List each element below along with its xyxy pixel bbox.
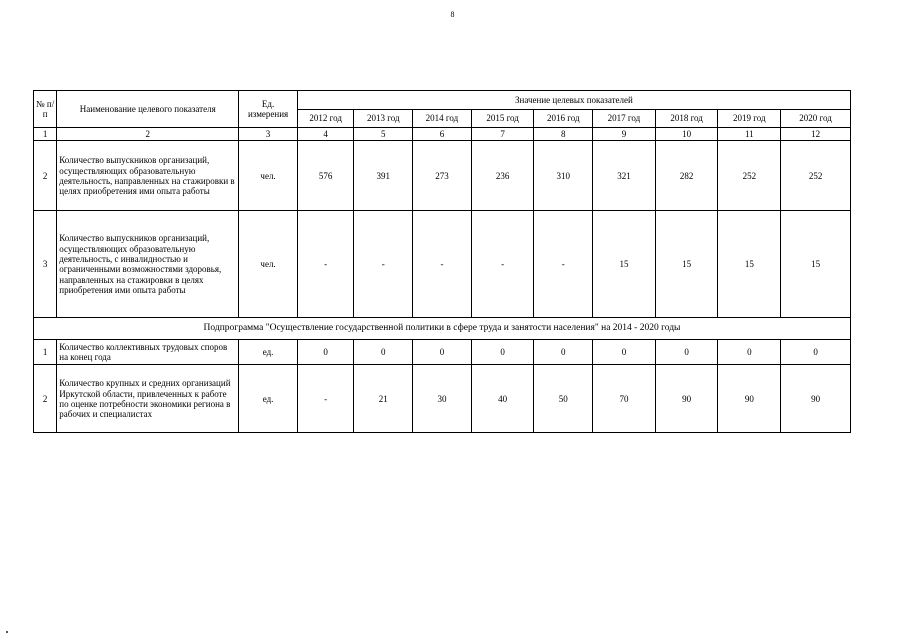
index-cell: 2 [57,128,239,141]
value-cell: - [297,365,354,433]
year-header: 2020 год [781,110,851,128]
value-cell: 0 [593,340,656,365]
value-cell: - [471,211,534,318]
indicators-table [33,90,851,433]
index-cell: 3 [239,128,298,141]
year-header: 2015 год [471,110,534,128]
index-cell: 5 [354,128,413,141]
value-cell: 0 [781,340,851,365]
unit-cell: чел. [239,211,298,318]
index-cell: 12 [781,128,851,141]
value-cell: 0 [718,340,781,365]
value-cell: 0 [297,340,354,365]
value-cell: 0 [471,340,534,365]
value-cell: 252 [718,141,781,211]
year-header: 2019 год [718,110,781,128]
indicator-name: Количество крупных и средних организаций Иркутской области, привлеченных к работе по оценке потребности экономики региона в рабочих и специалистах [57,365,239,433]
value-cell: 576 [297,141,354,211]
value-cell: 321 [593,141,656,211]
unit-cell: ед. [239,365,298,433]
year-header: 2012 год [297,110,354,128]
value-cell: 15 [655,211,718,318]
value-cell: 236 [471,141,534,211]
indicator-name: Количество коллективных трудовых споров на конец года [57,340,239,365]
year-header: 2013 год [354,110,413,128]
table-row [34,141,851,211]
row-number: 2 [34,365,57,433]
index-cell: 9 [593,128,656,141]
index-cell: 7 [471,128,534,141]
row-number: 1 [34,340,57,365]
value-cell: 0 [354,340,413,365]
index-cell: 4 [297,128,354,141]
value-cell: 273 [413,141,472,211]
name-header: Наименование целевого показателя [57,91,239,128]
value-cell: 50 [534,365,593,433]
subprogram-row [34,318,851,340]
value-cell: 0 [413,340,472,365]
index-row [34,128,851,141]
value-cell: - [534,211,593,318]
value-cell: - [413,211,472,318]
row-number: 3 [34,211,57,318]
value-cell: 0 [655,340,718,365]
table-row [34,340,851,365]
value-cell: 90 [718,365,781,433]
indicator-name: Количество выпускников организаций, осуществляющих образовательную деятельность, направленных на стажировки в целях приобретения ими опыта работы [57,141,239,211]
table-row [34,365,851,433]
num-header: № п/п [34,91,57,128]
value-cell: 40 [471,365,534,433]
value-cell: 90 [655,365,718,433]
index-cell: 1 [34,128,57,141]
year-header: 2016 год [534,110,593,128]
value-cell: 21 [354,365,413,433]
year-header: 2017 год [593,110,656,128]
value-cell: 252 [781,141,851,211]
values-header: Значение целевых показателей [297,91,850,110]
value-cell: 310 [534,141,593,211]
value-cell: 15 [781,211,851,318]
unit-cell: чел. [239,141,298,211]
unit-cell: ед. [239,340,298,365]
index-cell: 11 [718,128,781,141]
index-cell: 6 [413,128,472,141]
value-cell: 0 [534,340,593,365]
value-cell: - [297,211,354,318]
value-cell: 391 [354,141,413,211]
table-row [34,211,851,318]
value-cell: 30 [413,365,472,433]
indicator-name: Количество выпускников организаций, осуществляющих образовательную деятельность, с инвалидностью и ограниченными возможностями здоровья, направленных на стажировки в целях приобретения ими опыта работы [57,211,239,318]
row-number: 2 [34,141,57,211]
year-header: 2018 год [655,110,718,128]
value-cell: 90 [781,365,851,433]
unit-header: Ед. измерения [239,91,298,128]
value-cell: 15 [593,211,656,318]
scan-speck [6,631,8,633]
subprogram-title: Подпрограмма "Осуществление государственной политики в сфере труда и занятости населения" на 2014 - 2020 годы [34,318,851,340]
header-row-top [34,91,851,110]
value-cell: 70 [593,365,656,433]
value-cell: 15 [718,211,781,318]
index-cell: 10 [655,128,718,141]
index-cell: 8 [534,128,593,141]
value-cell: 282 [655,141,718,211]
page-number: 8 [450,10,455,19]
year-header: 2014 год [413,110,472,128]
value-cell: - [354,211,413,318]
